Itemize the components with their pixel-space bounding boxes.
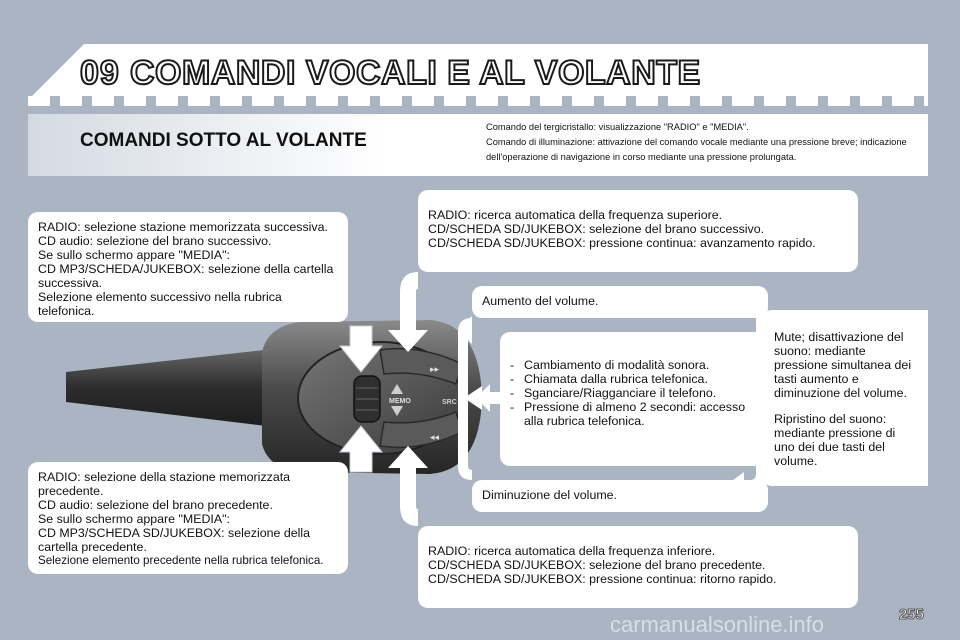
callout-line: Se sullo schermo appare "MEDIA":: [38, 248, 230, 262]
list-item: - Chiamata dalla rubrica telefonica.: [510, 372, 758, 386]
callout-line: RADIO: ricerca automatica della frequenza inferiore.: [428, 544, 716, 558]
callout-line: CD MP3/SCHEDA SD/JUKEBOX: selezione della cartella precedente.: [38, 526, 311, 554]
callout-line: CD/SCHEDA SD/JUKEBOX: selezione del brano successivo.: [428, 222, 765, 236]
callout-line: Selezione elemento successivo nella rubrica telefonica.: [38, 290, 282, 318]
unmute-text: Ripristino del suono: mediante pressione di uno dei due tasti del volume.: [774, 412, 896, 468]
callout-volume-down: Diminuzione del volume.: [472, 480, 768, 512]
callout-line: RADIO: selezione stazione memorizzata successiva.: [38, 220, 328, 234]
callout-line: CD/SCHEDA SD/JUKEBOX: pressione continua: ritorno rapido.: [428, 572, 777, 586]
callout-volume-up: Aumento del volume.: [472, 286, 768, 318]
callout-seek-up: [418, 190, 858, 272]
callout-line: CD audio: selezione del brano precedente.: [38, 498, 273, 512]
callout-line: CD/SCHEDA SD/JUKEBOX: pressione continua: avanzamento rapido.: [428, 236, 816, 250]
rewind-label: ◂◂: [430, 433, 440, 443]
src-function-list: [510, 358, 758, 428]
section-title: COMANDI SOTTO AL VOLANTE: [80, 130, 367, 151]
info-line-wiper: Comando del tergicristallo: visualizzazione "RADIO" e "MEDIA".: [486, 122, 749, 132]
callout-line: RADIO: ricerca automatica della frequenza superiore.: [428, 208, 723, 222]
callout-line: CD MP3/SCHEDA/JUKEBOX: selezione della cartella successiva.: [38, 262, 334, 290]
callout-mute: [762, 310, 928, 486]
memo-label: MEMO: [389, 398, 411, 405]
forward-label: ▸▸: [430, 365, 440, 375]
list-item: - Cambiamento di modalità sonora.: [510, 358, 758, 372]
chapter-number: 09: [80, 54, 120, 92]
callout-line: CD/SCHEDA SD/JUKEBOX: selezione del brano precedente.: [428, 558, 766, 572]
callout-src-button: [500, 332, 768, 466]
callout-line: Se sullo schermo appare "MEDIA":: [38, 512, 230, 526]
callout-seek-down: [418, 526, 858, 608]
list-item: - Pressione di almeno 2 secondi: accesso alla rubrica telefonica.: [510, 400, 758, 428]
callout-line: Selezione elemento precedente nella rubrica telefonica.: [38, 554, 324, 567]
info-line-lighting: Comando di illuminazione: attivazione del comando vocale mediante una pressione breve; indicazione dell'operazione di navigazione in corso mediante una pressione prolungata.: [486, 137, 907, 162]
src-label: SRC: [442, 399, 457, 406]
callout-next-station: [28, 212, 348, 322]
page-title: COMANDI VOCALI E AL VOLANTE: [130, 54, 701, 92]
callout-line: RADIO: selezione della stazione memorizzata precedente.: [38, 470, 291, 498]
mute-text: Mute; disattivazione del suono: mediante pressione simultanea dei tasti aumento e diminuzione del volume.: [774, 330, 912, 400]
watermark: carmanualsonline.info: [610, 612, 825, 637]
callout-line: CD audio: selezione del brano successivo.: [38, 234, 272, 248]
page-number: 255: [898, 606, 924, 623]
list-item: - Sganciare/Riagganciare il telefono.: [510, 386, 758, 400]
callout-previous-station: [28, 462, 348, 574]
